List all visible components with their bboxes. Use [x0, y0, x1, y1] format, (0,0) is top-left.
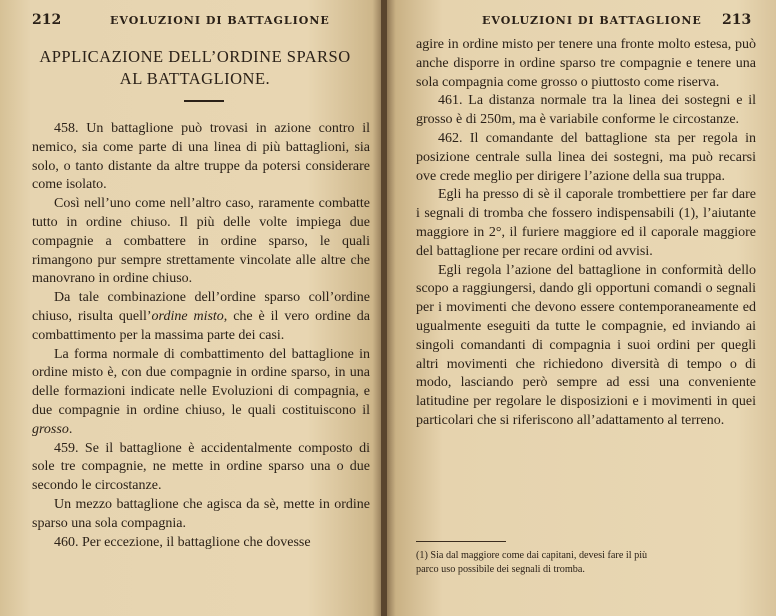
paragraph [32, 289, 370, 345]
page-number: 212 [32, 12, 62, 28]
paragraph: Così nell’uno come nell’altro caso, raramente combatte tutto in ordine chiuso. Il più delle volte impiega due compagnie a combattere in ordine sparso, le quali rimangono pur sempre strettamente vincolate alle altre che manovrano in ordine chiuso. [32, 196, 370, 287]
title-divider [184, 100, 224, 102]
section-title [30, 46, 360, 90]
paragraph: Egli regola l’azione del battaglione in conformità dello scopo a raggiungersi, dando gli opportuni comandi o segnali per i movimenti che devono essere contemporaneamente ed ugualmente eseguiti da tutte le compagnie, ed inviando ai singoli comandanti di compagnia i suoi ordini per quegli altri movimenti che richiedono diversità di tempo o di modo, lasciando però sempre ad essi una conveniente latitudine per regolare le disposizioni e i movimenti in quei particolari che si riferiscono all’adattamento al terreno. [416, 262, 756, 428]
text-run: La forma normale di combattimento del battaglione in ordine misto è, con due compagnie in ordine sparso, in una delle formazioni indicate nelle Evoluzioni di compagnia, e due compagnie in ordine chiuso, le quali costituiscono il [32, 346, 370, 418]
running-head: EVOLUZIONI DI BATTAGLIONE [110, 14, 330, 27]
paragraph: Egli ha presso di sè il caporale trombettiere per far dare i segnali di tromba che fossero indispensabili (1), l’aiutante maggiore in 2°, il furiere maggiore ed il caporale maggiore del battaglione per recare ordini od avvisi. [416, 187, 756, 259]
paragraph: Un mezzo battaglione che agisca da sè, mette in ordine sparso una sola compagnia. [32, 496, 370, 531]
title-line: APPLICAZIONE DELL’ORDINE SPARSO [39, 47, 351, 66]
paragraph: 458. Un battaglione può trovasi in azione contro il nemico, sia come parte di una linea di più battaglioni, sia solo, o tanto distante da altre truppe da potersi considerare come isolato. [32, 121, 370, 193]
page-number: 213 [722, 12, 752, 28]
footnote-line: parco uso possibile dei segnali di tromba. [416, 564, 585, 575]
text-run: , che è il vero ordine da combattimento per la massima parte dei casi. [32, 308, 371, 343]
footnote-divider [416, 541, 506, 542]
paragraph: 460. Per eccezione, il battaglione che dovesse [54, 534, 311, 550]
body-text [32, 120, 370, 552]
italic-term: ordine misto [151, 308, 224, 324]
paragraph [32, 346, 370, 440]
paragraph: agire in ordine misto per tenere una fronte molto estesa, può anche disporre in ordine sparso tre compagnie e tenere una sola compagnia come grosso o piuttosto come riserva. [416, 37, 756, 90]
footnote [416, 549, 756, 577]
title-line: AL BATTAGLIONE. [119, 69, 271, 88]
body-text [416, 36, 756, 431]
paragraph: 461. La distanza normale tra la linea dei sostegni e il grosso è di 250m, ma è variabile conforme le circostanze. [416, 93, 756, 128]
running-head: EVOLUZIONI DI BATTAGLIONE [482, 14, 702, 27]
text-run: Da tale combinazione dell’ordine sparso coll’ordine chiuso, risulta quell’ [32, 290, 370, 324]
footnote-line: (1) Sia dal maggiore come dai capitani, devesi fare il più [416, 550, 648, 561]
text-run: . [68, 421, 73, 437]
paragraph: 459. Se il battaglione è accidentalmente composto di sole tre compagnie, ne mette in ordine sparso una o due secondo le circostanze. [32, 440, 370, 494]
book-gutter [381, 0, 387, 616]
paragraph: 462. Il comandante del battaglione sta per regola in posizione centrale sulla linea dei sostegni, ma può recarsi ove crede meglio per dirigere l’azione della sua truppa. [416, 130, 756, 184]
left-page [0, 0, 384, 616]
italic-term: grosso [32, 421, 69, 437]
right-page [384, 0, 776, 616]
